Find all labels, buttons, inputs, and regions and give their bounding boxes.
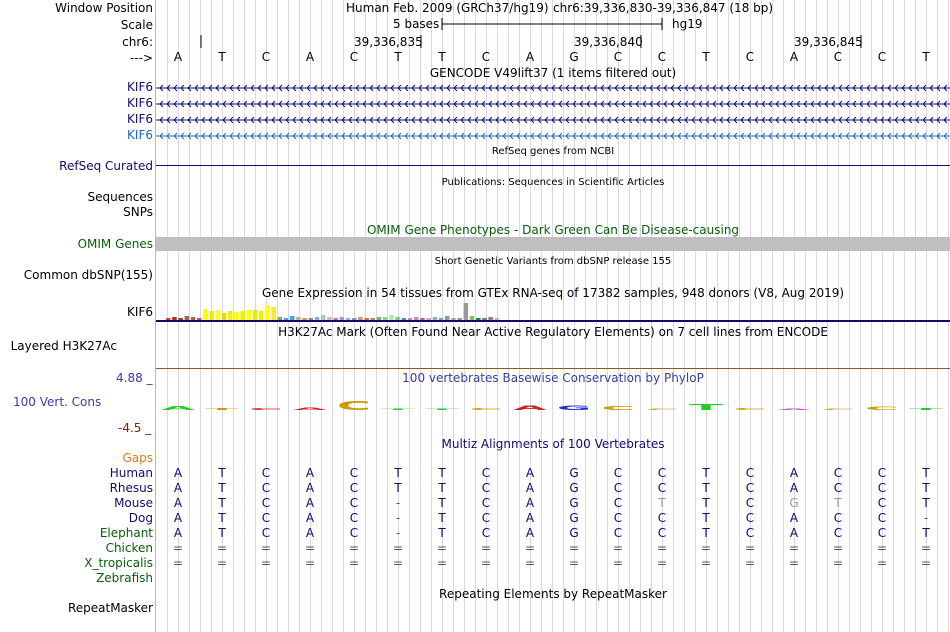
gtex-tissue-bar[interactable] [451,318,456,320]
refseq-label[interactable]: RefSeq Curated [59,159,153,173]
conservation-title: 100 vertebrates Basewise Conservation by PhyloP [402,371,704,385]
aligned-base: C [833,481,843,495]
gene-label-kif6[interactable]: KIF6 [127,112,153,126]
gtex-tissue-bar[interactable] [265,305,270,320]
gtex-gene-label[interactable]: KIF6 [127,305,153,319]
snps-label[interactable]: SNPs [123,205,153,219]
multiz-title: Multiz Alignments of 100 Vertebrates [441,437,665,451]
reference-base: C [349,50,359,64]
conservation-letter: A [513,404,550,412]
omim-gene-bar[interactable] [156,237,950,251]
gtex-tissue-bar[interactable] [290,316,295,320]
gtex-tissue-bar[interactable] [414,317,419,320]
aligned-base: C [261,496,271,510]
aligned-base: C [349,496,359,510]
gtex-tissue-bar[interactable] [178,318,183,320]
dbsnp-title: Short Genetic Variants from dbSNP release 155 [434,256,672,267]
aligned-base: T [702,526,710,540]
aligned-base: G [789,496,799,510]
refseq-gene-line[interactable] [156,165,950,166]
aligned-base: = [392,541,404,555]
gtex-tissue-bar[interactable] [482,318,487,320]
gtex-tissue-bar[interactable] [495,318,500,320]
aligned-base: = [348,556,360,570]
reference-base: T [438,50,446,64]
aligned-base: C [613,526,623,540]
gtex-tissue-bar[interactable] [185,316,190,320]
aligned-base: G [569,511,579,525]
sequences-label[interactable]: Sequences [87,190,153,204]
gtex-tissue-bar[interactable] [216,310,221,320]
aligned-base: C [745,496,755,510]
conservation-letter: T [425,408,460,411]
conservation-letter: T [205,408,240,411]
gtex-tissue-bar[interactable] [253,310,257,320]
reference-base: C [745,50,755,64]
aligned-base: A [525,481,535,495]
aligned-base: = [744,556,756,570]
aligned-base: T [702,481,710,495]
aligned-base: A [305,481,315,495]
gtex-tissue-bar[interactable] [420,318,425,320]
aligned-base: T [394,466,402,480]
aligned-base: A [789,466,799,480]
aligned-base: C [745,511,755,525]
aligned-base: T [218,511,226,525]
aligned-base: = [568,541,580,555]
aligned-base: = [304,556,316,570]
aligned-base: C [481,496,491,510]
species-label[interactable]: Mouse [114,496,153,510]
aligned-base: A [173,496,183,510]
species-label[interactable]: Dog [128,511,153,525]
reference-base: C [657,50,667,64]
aligned-base: - [923,511,929,525]
gtex-tissue-bar[interactable] [259,311,264,320]
aligned-base: = [788,556,800,570]
aligned-base: C [833,511,843,525]
aligned-base: C [261,526,271,540]
conservation-label[interactable]: 100 Vert. Cons [13,395,102,409]
aligned-base: A [525,496,535,510]
aligned-base: = [876,541,888,555]
reference-base: C [613,50,623,64]
publications-title: Publications: Sequences in Scientific Articles [441,177,665,188]
reference-base: C [833,50,843,64]
aligned-base: = [920,541,932,555]
repeatmasker-title: Repeating Elements by RepeatMasker [439,587,667,601]
conservation-letter: A [777,408,813,411]
aligned-base: = [832,541,844,555]
gene-label-kif6[interactable]: KIF6 [127,128,153,142]
aligned-base: = [216,556,228,570]
aligned-base: T [922,496,930,510]
aligned-base: - [395,496,401,510]
gtex-tissue-bar[interactable] [476,318,481,320]
gencode-title: GENCODE V49lift37 (1 items filtered out) [429,66,677,80]
gtex-tissue-bar[interactable] [278,317,283,320]
aligned-base: C [877,511,887,525]
omim-label[interactable]: OMIM Genes [77,237,153,251]
aligned-base: = [172,541,184,555]
gtex-tissue-bar[interactable] [408,318,413,320]
aligned-base: G [569,481,579,495]
aligned-base: C [877,496,887,510]
conservation-letter: C [337,399,371,414]
species-label[interactable]: Human [109,466,153,480]
aligned-base: G [569,466,579,480]
gtex-tissue-bar[interactable] [445,316,450,320]
aligned-base: A [525,466,535,480]
aligned-base: C [745,466,755,480]
scale-label: Scale [120,18,153,32]
aligned-base: = [216,541,228,555]
gtex-tissue-bar[interactable] [371,318,376,320]
gtex-tissue-bar[interactable] [284,318,289,320]
aligned-base: C [833,466,843,480]
aligned-base: = [524,541,536,555]
chrom-label: chr6: [122,35,153,49]
aligned-base: A [305,511,315,525]
conservation-letter: T [689,402,724,413]
h3k27ac-title: H3K27Ac Mark (Often Found Near Active Regulatory Elements) on 7 cell lines from ENCODE [278,325,828,339]
reference-base: A [789,50,799,64]
conservation-logo[interactable] [156,388,950,424]
reference-base: A [173,50,183,64]
aligned-base: A [525,526,535,540]
aligned-base: C [349,511,359,525]
gene-label-kif6[interactable]: KIF6 [127,96,153,110]
aligned-base: T [394,481,402,495]
conservation-letter: C [865,406,900,412]
gtex-tissue-bar[interactable] [228,311,233,320]
gtex-tissue-bar[interactable] [395,317,400,320]
assembly-text: Human Feb. 2009 (GRCh37/hg19) [346,1,549,15]
aligned-base: C [745,526,755,540]
gtex-tissue-bar[interactable] [327,317,332,320]
gtex-tissue-bar[interactable] [240,311,245,320]
aligned-base: = [832,556,844,570]
gtex-tissue-bar[interactable] [439,318,444,320]
aligned-base: C [745,481,755,495]
aligned-base: = [788,541,800,555]
aligned-base: = [524,556,536,570]
aligned-base: = [304,541,316,555]
aligned-base: A [305,466,315,480]
aligned-base: = [744,541,756,555]
aligned-base: C [657,511,667,525]
aligned-base: A [305,496,315,510]
gtex-title: Gene Expression in 54 tissues from GTEx RNA-seq of 17382 samples, 948 donors (V8, Aug 2019) [261,286,845,300]
aligned-base: = [436,541,448,555]
aligned-base: T [702,466,710,480]
gencode-gene-models[interactable] [156,80,950,144]
gtex-tissue-bar[interactable] [352,318,357,320]
gtex-tissue-bar[interactable] [197,318,202,320]
gtex-tissue-bar[interactable] [166,318,171,320]
aligned-base: C [349,481,359,495]
gtex-tissue-bar[interactable] [271,307,276,320]
aligned-base: A [789,481,799,495]
aligned-base: - [395,511,401,525]
gtex-tissue-bar[interactable] [433,317,438,320]
gtex-tissue-bar[interactable] [358,317,363,320]
gtex-tissue-bar[interactable] [402,318,407,320]
aligned-base: T [218,481,226,495]
aligned-base: = [612,556,624,570]
gtex-tissue-bar[interactable] [377,317,382,320]
gtex-tissue-bar[interactable] [222,313,227,320]
gtex-tissue-bar[interactable] [470,316,475,320]
aligned-base: = [656,556,668,570]
conservation-letter: C [821,408,856,411]
conservation-letter: G [557,404,592,412]
aligned-base: = [392,556,404,570]
reference-base: C [261,50,271,64]
aligned-base: T [218,466,226,480]
reference-base: G [569,50,579,64]
conservation-letter: T [381,408,416,411]
gtex-tissue-bar[interactable] [389,315,394,320]
aligned-base: T [438,511,446,525]
gtex-tissue-bar[interactable] [346,318,351,320]
dbsnp-label[interactable]: Common dbSNP(155) [23,268,153,282]
scale-db: hg19 [672,17,703,31]
aligned-base: T [438,481,446,495]
aligned-base: C [877,526,887,540]
aligned-base: C [481,481,491,495]
aligned-base: - [395,526,401,540]
gtex-tissue-bar[interactable] [340,317,345,320]
gtex-tissue-bar[interactable] [203,309,208,320]
aligned-base: = [656,541,668,555]
species-label[interactable]: Elephant [99,526,153,540]
window-position-label: Window Position [55,1,153,15]
gtex-tissue-bar[interactable] [464,303,469,320]
strand-arrow-label: ---> [129,51,153,65]
aligned-base: C [613,511,623,525]
conservation-letter: C [249,407,283,411]
aligned-base: C [657,526,667,540]
conservation-letter: C [733,408,767,411]
reference-base: A [525,50,535,64]
aligned-base: A [173,481,183,495]
aligned-base: G [569,496,579,510]
gtex-tissue-bar[interactable] [191,317,196,320]
gtex-tissue-bar[interactable] [302,318,307,320]
gene-label-kif6[interactable]: KIF6 [127,80,153,94]
scale-bar [440,16,666,32]
aligned-base: T [834,496,842,510]
aligned-base: C [261,511,271,525]
aligned-base: C [877,466,887,480]
reference-base: C [481,50,491,64]
h3k27ac-label[interactable]: Layered H3K27Ac [10,339,117,353]
gtex-tissue-bar[interactable] [426,318,431,320]
aligned-base: = [480,541,492,555]
conservation-letter: A [293,407,328,412]
aligned-base: C [613,481,623,495]
aligned-base: C [657,481,667,495]
conservation-max: 4.88 _ [116,371,153,385]
aligned-base: = [876,556,888,570]
refseq-title: RefSeq genes from NCBI [491,146,615,157]
aligned-base: T [218,496,226,510]
coord-tick-label: 39,336,840 [574,35,643,49]
conservation-letter: C [645,408,679,411]
gtex-tissue-bar[interactable] [315,317,320,320]
gtex-expression-bars[interactable] [156,299,950,323]
aligned-base: C [877,481,887,495]
conservation-min: -4.5 _ [118,421,152,435]
aligned-base: = [172,556,184,570]
aligned-base: C [261,481,271,495]
aligned-base: G [569,526,579,540]
aligned-base: = [700,541,712,555]
species-label[interactable]: Zebrafish [96,571,153,585]
aligned-base: T [438,466,446,480]
aligned-base: C [481,466,491,480]
gtex-tissue-bar[interactable] [247,310,252,320]
aligned-base: C [657,466,667,480]
aligned-base: C [481,511,491,525]
conservation-letter: C [469,407,503,411]
gtex-tissue-bar[interactable] [488,317,493,320]
aligned-base: A [173,511,183,525]
aligned-base: A [305,526,315,540]
aligned-base: C [349,466,359,480]
aligned-base: A [789,511,799,525]
gtex-tissue-bar[interactable] [383,317,388,320]
aligned-base: T [922,466,930,480]
gtex-tissue-bar[interactable] [172,317,177,320]
reference-base: T [218,50,226,64]
aligned-base: = [612,541,624,555]
species-label[interactable]: Rhesus [109,481,153,495]
gtex-tissue-bar[interactable] [209,311,214,320]
omim-title: OMIM Gene Phenotypes - Dark Green Can Be Disease-causing [366,223,740,237]
aligned-base: = [348,541,360,555]
reference-base: T [702,50,710,64]
aligned-base: A [173,466,183,480]
reference-base: A [305,50,315,64]
gtex-tissue-bar[interactable] [296,317,301,320]
gtex-tissue-bar[interactable] [364,318,369,320]
reference-base: T [394,50,402,64]
aligned-base: A [789,526,799,540]
conservation-letter: C [601,404,636,412]
aligned-base: C [261,466,271,480]
species-label[interactable]: X_tropicalis [84,556,153,570]
aligned-base: T [922,481,930,495]
gtex-tissue-bar[interactable] [321,315,326,320]
h3k27ac-baseline [156,368,950,369]
conservation-letter: T [909,408,944,411]
aligned-base: C [349,526,359,540]
gtex-tissue-bar[interactable] [333,318,338,320]
aligned-base: = [260,556,272,570]
aligned-base: = [480,556,492,570]
aligned-base: T [922,526,930,540]
aligned-base: = [568,556,580,570]
aligned-base: C [833,526,843,540]
aligned-base: = [920,556,932,570]
aligned-base: C [613,496,623,510]
aligned-base: T [218,526,226,540]
aligned-base: A [525,511,535,525]
aligned-base: = [700,556,712,570]
coord-tick-label: 39,336,835 [354,35,423,49]
aligned-base: A [173,526,183,540]
aligned-base: T [702,511,710,525]
gaps-label: Gaps [122,451,153,465]
gtex-tissue-bar[interactable] [309,318,314,320]
repeatmasker-label[interactable]: RepeatMasker [67,601,153,615]
species-label[interactable]: Chicken [105,541,153,555]
aligned-base: T [438,496,446,510]
aligned-base: T [438,526,446,540]
aligned-base: C [613,466,623,480]
coord-tick-label: 39,336,845 [794,35,863,49]
scale-text: 5 bases [393,17,440,31]
aligned-base: = [436,556,448,570]
aligned-base: C [481,526,491,540]
gtex-tissue-bar[interactable] [234,312,239,320]
aligned-base: T [658,496,666,510]
gtex-tissue-bar[interactable] [457,318,462,320]
conservation-letter: A [161,405,199,412]
aligned-base: T [702,496,710,510]
reference-base: T [922,50,930,64]
aligned-base: = [260,541,272,555]
position-text[interactable]: chr6:39,336,830-39,336,847 (18 bp) [553,1,774,15]
reference-base: C [877,50,887,64]
